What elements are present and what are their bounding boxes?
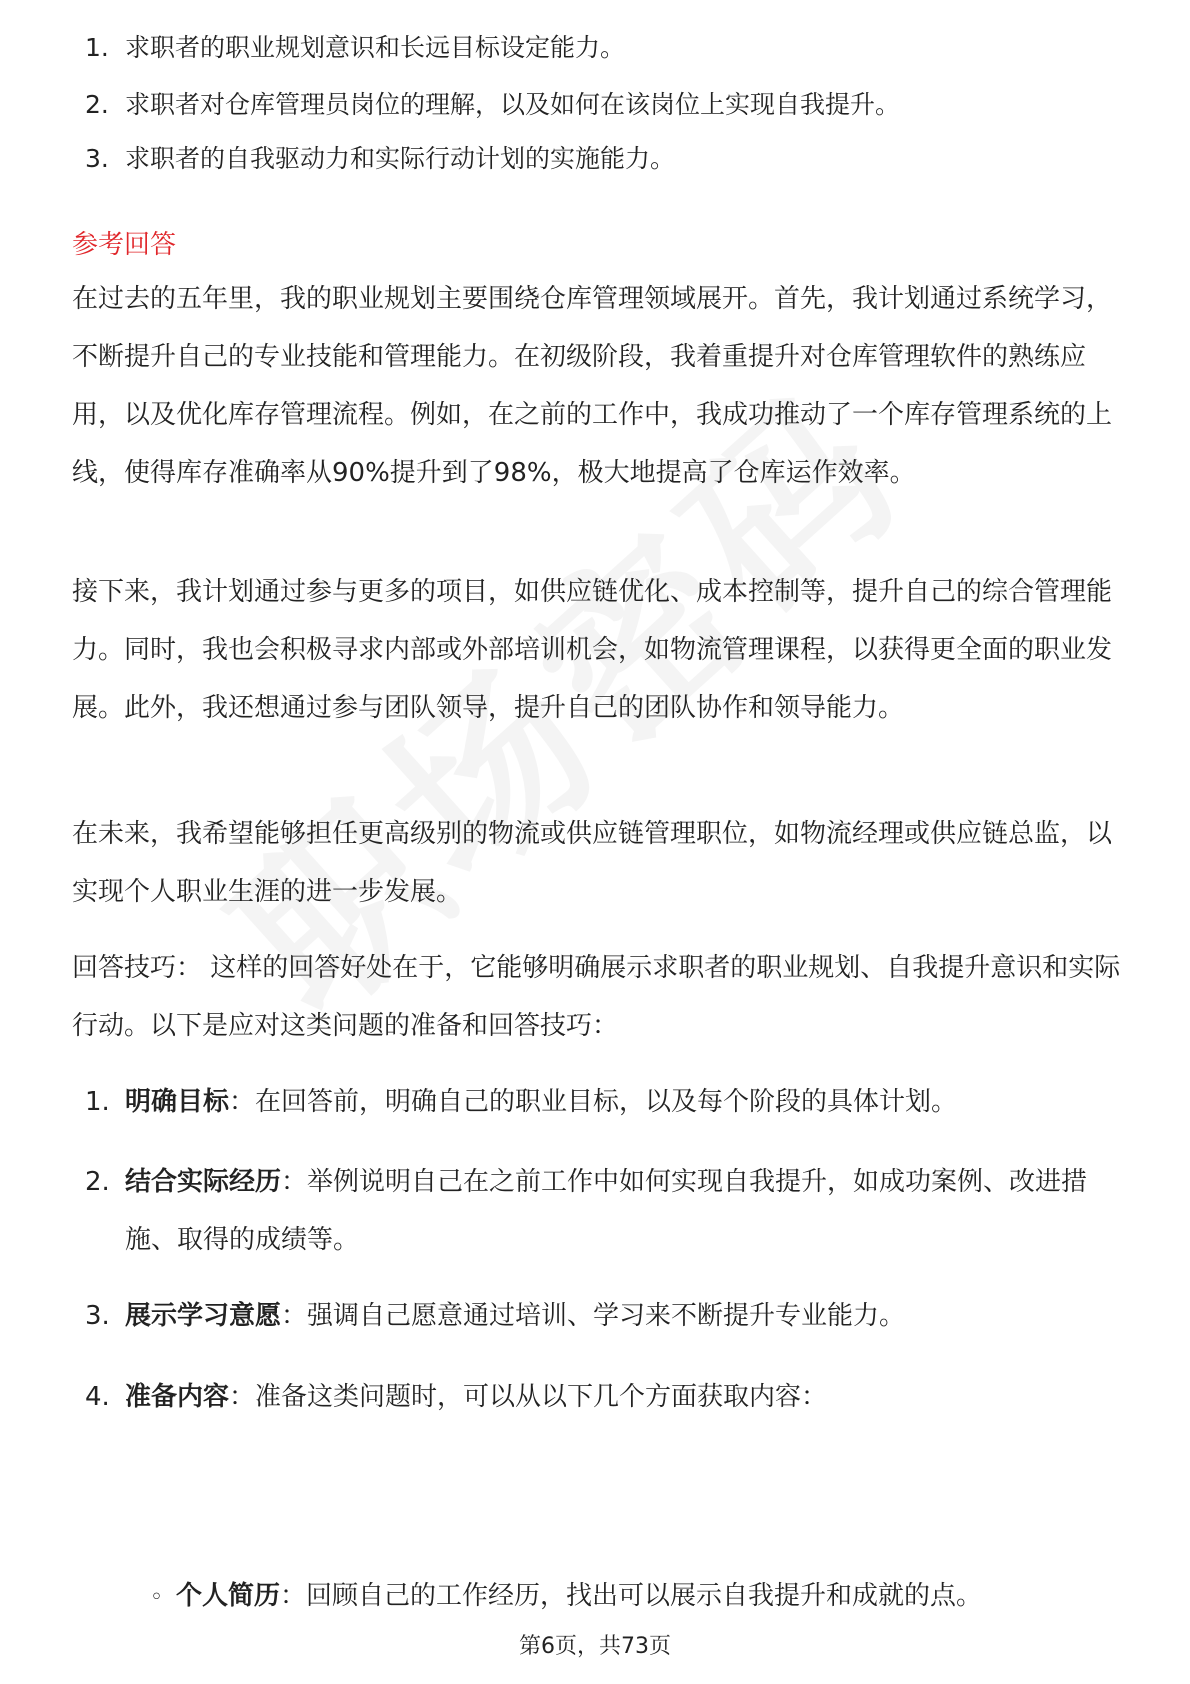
tip-title: 明确目标 [125,1087,230,1117]
list-number: 1. [85,1087,110,1117]
list-text: 求职者的职业规划意识和长远目标设定能力。 [125,33,626,62]
list-number: 2. [85,1167,110,1197]
list-item [85,143,675,175]
tip-title: 展示学习意愿 [125,1301,282,1331]
tip-item [85,1073,1125,1131]
tip-text: ：强调自己愿意通过培训、学习来不断提升专业能力。 [281,1301,906,1331]
page-number: 第6页，共73页 [519,1634,671,1659]
list-number: 1. [85,33,109,62]
paragraph: 接下来，我计划通过参与更多的项目，如供应链优化、成本控制等，提升自己的综合管理能力。同时，我也会积极寻求内部或外部培训机会，如物流管理课程，以获得更全面的职业发展。此外，我还想通过参与团队领导，提升自己的团队协作和领导能力。 [72,577,1113,723]
tip-title: 准备内容 [125,1382,230,1412]
sub-item-title: 个人简历 [176,1581,281,1611]
list-number: 2. [85,90,109,119]
list-number: 4. [85,1382,110,1412]
tip-item [85,1287,1125,1345]
tip-title: 结合实际经历 [125,1167,282,1197]
list-number: 3. [85,144,109,173]
paragraph: 在过去的五年里，我的职业规划主要围绕仓库管理领域展开。首先，我计划通过系统学习，不断提升自己的专业技能和管理能力。在初级阶段，我着重提升对仓库管理软件的熟练应用，以及优化库存管理流程。例如，在之前的工作中，我成功推动了一个库存管理系统的上线，使得库存准确率从90%提升到了98%，极大地提高了仓库运作效率。 [72,284,1113,488]
paragraph: 回答技巧： 这样的回答好处在于，它能够明确展示求职者的职业规划、自我提升意识和实际行动。以下是应对这类问题的准备和回答技巧： [72,953,1121,1041]
tip-item [85,1368,1125,1426]
tip-text: ：举例说明自己在之前工作中如何实现自我提升，如成功案例、改进措施、取得的成绩等。 [125,1167,1088,1255]
list-item [85,32,625,64]
section-heading: 参考回答 [72,230,177,260]
list-item [85,89,900,121]
sub-item-text: ：回顾自己的工作经历，找出可以展示自我提升和成就的点。 [280,1581,983,1611]
bullet-icon: ◦ [150,1585,163,1610]
paragraph: 在未来，我希望能够担任更高级别的物流或供应链管理职位，如物流经理或供应链总监，以实现个人职业生涯的进一步发展。 [72,819,1113,907]
list-number: 3. [85,1301,110,1331]
tip-item [85,1153,1125,1269]
list-text: 求职者对仓库管理员岗位的理解，以及如何在该岗位上实现自我提升。 [125,90,901,119]
tip-text: ：在回答前，明确自己的职业目标，以及每个阶段的具体计划。 [229,1087,958,1117]
sub-list-item [150,1574,982,1620]
list-text: 求职者的自我驱动力和实际行动计划的实施能力。 [125,144,676,173]
tip-text: ：准备这类问题时，可以从以下几个方面获取内容： [229,1382,828,1412]
